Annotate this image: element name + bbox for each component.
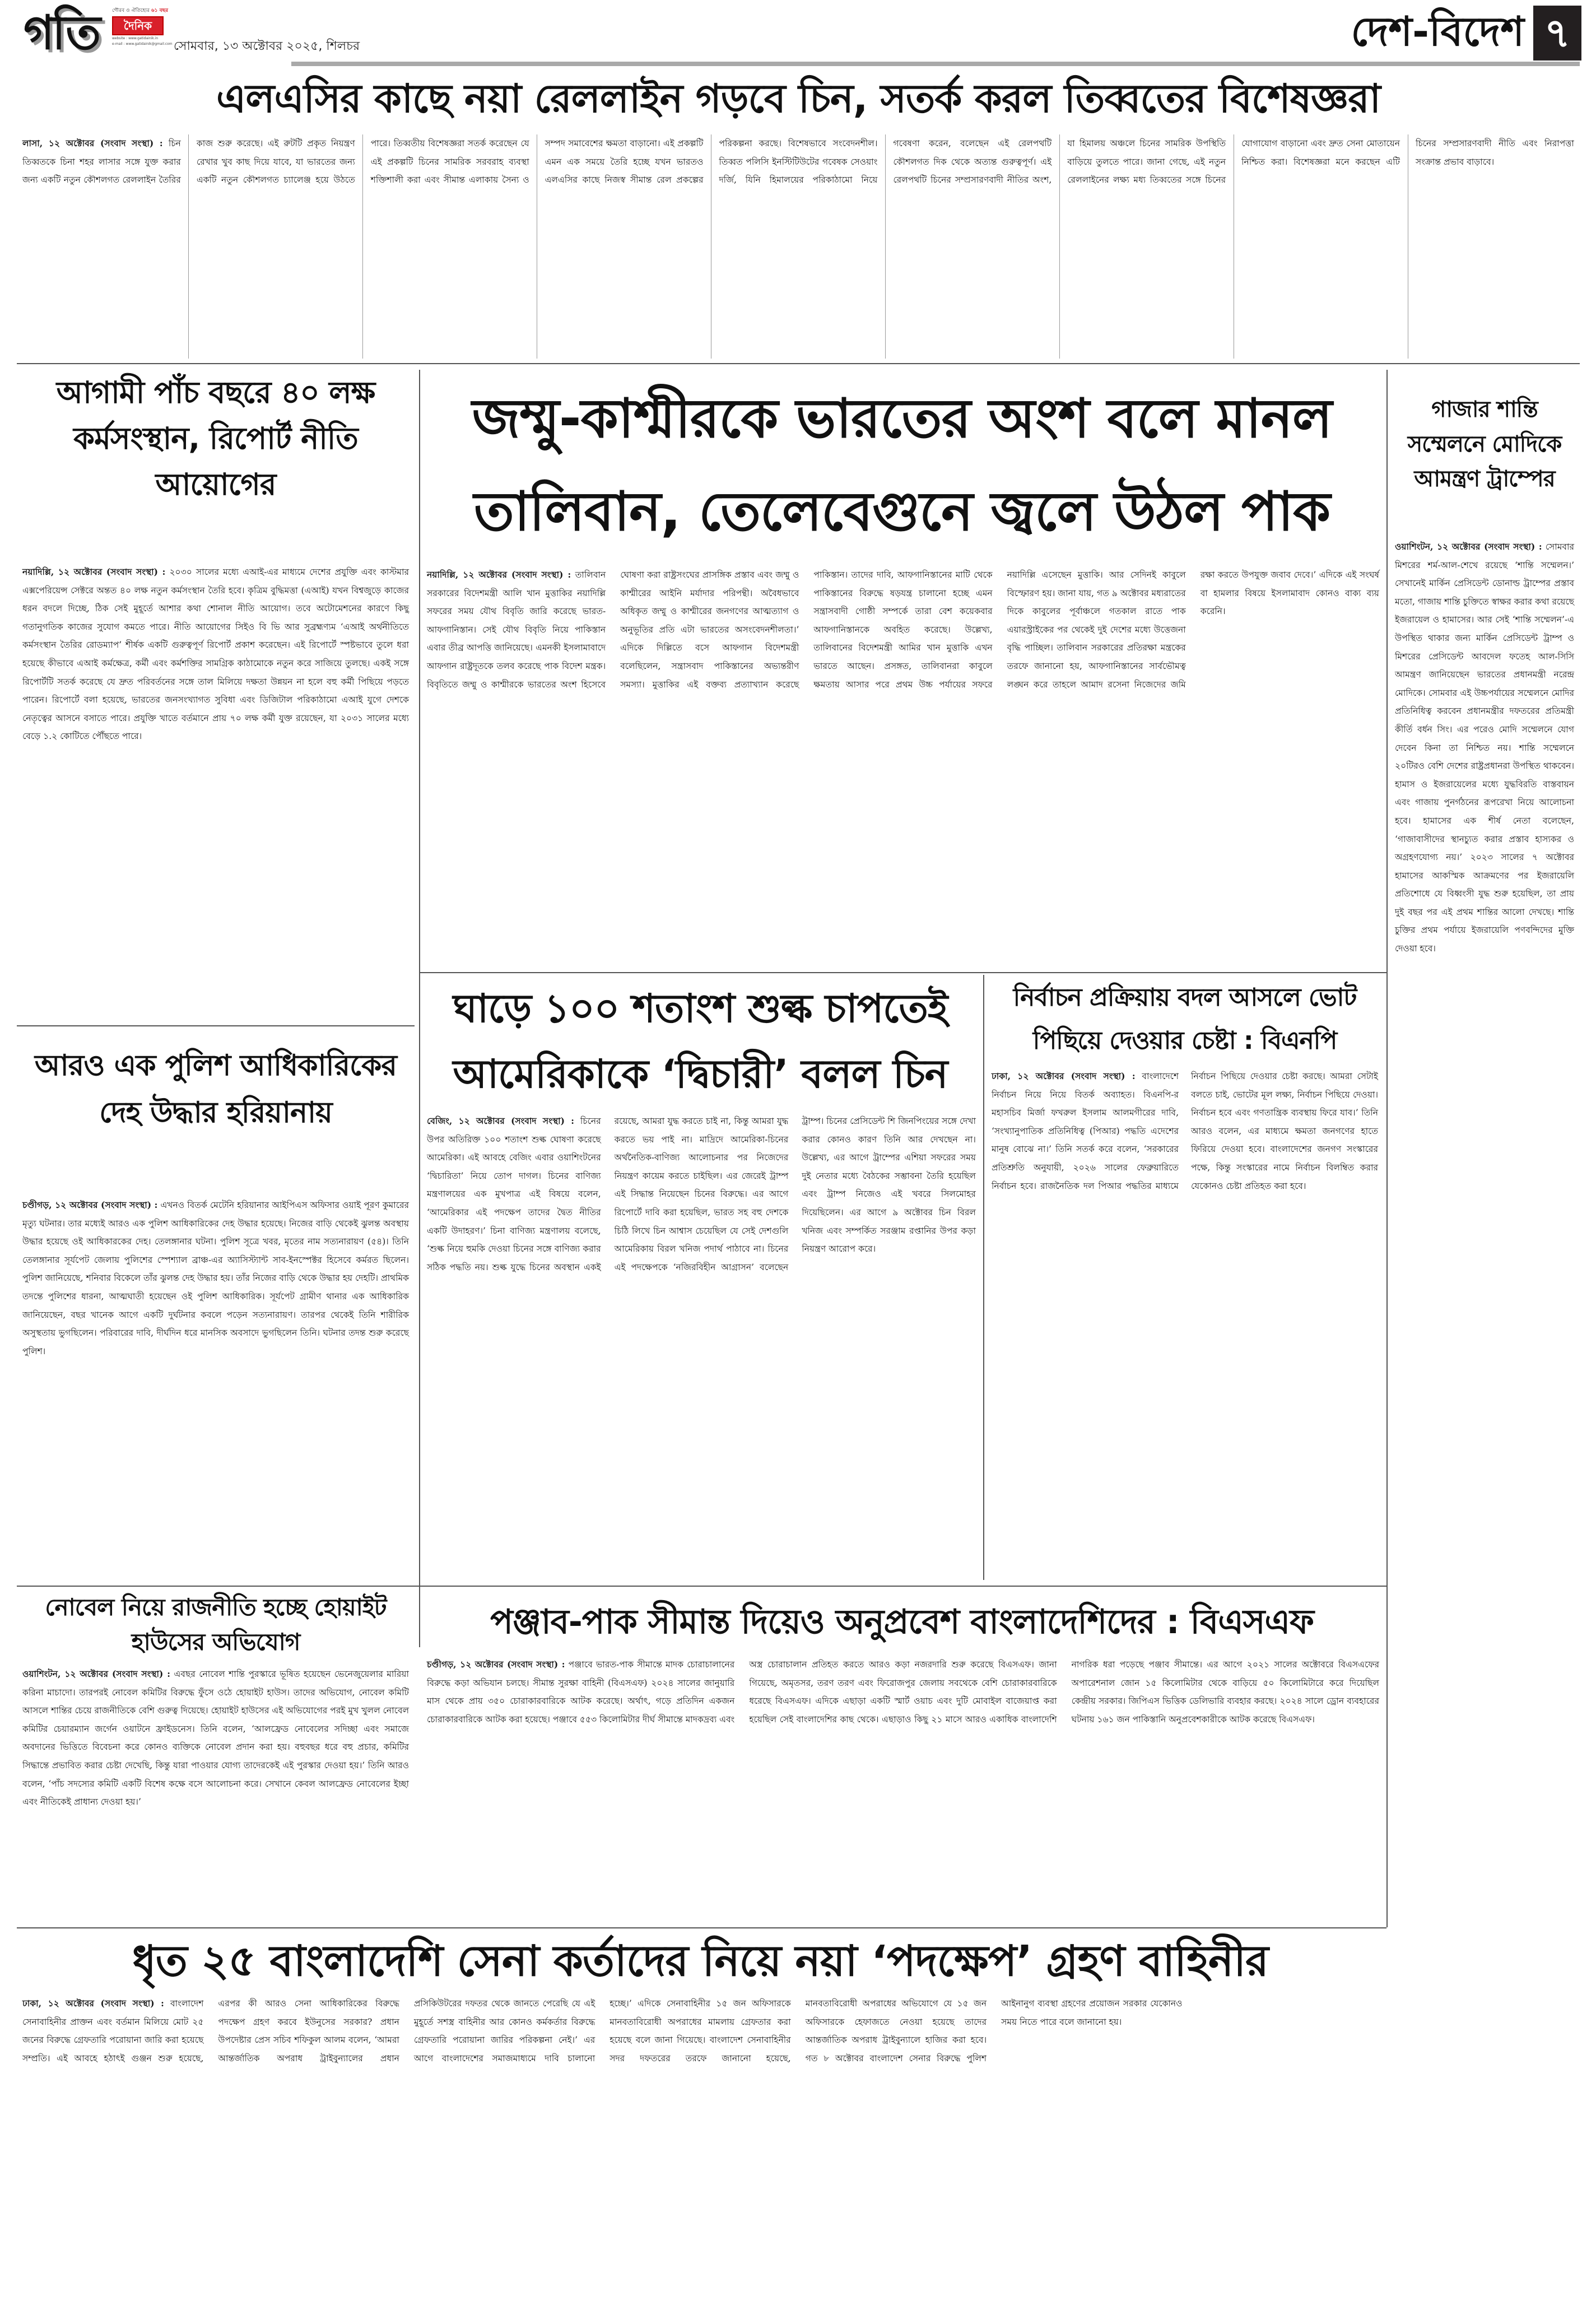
section-divider [17,1586,1386,1587]
badge-label: দৈনিক [112,16,164,35]
nobel-body [22,1665,409,1923]
taliban-headline-line2: তালিবান, তেলেবেগুনে জ্বলে উঠল পাক [473,480,1330,543]
lac-rail-headline: এলএসির কাছে নয়া রেললাইন গড়বে চিন, সতর্ক করল তিব্বতের বিশেষজ্ঞরা [216,76,1380,122]
niti-ayog-text: ২০৩০ সালের মধ্যে এআই-এর মাধ্যমে দেশের প্রযুক্তি এবং কাস্টমার এক্সপেরিয়েন্স সেক্টরে অন্তত ৪০ লক্ষ নতুন কর্মসংস্থান তৈরি হবে। কৃত্রিম বুদ্ধিমত্তা (এআই) যখন বিশ্বজুড়ে কাজের ধরন বদলে দিচ্ছে, ঠিক সেই মুহূর্তে আশার কথা শোনাল নীতি আয়োগ। তবে অটোমেশনের কারণে কিছু গতানুগতিক কাজের সুযোগ কমতে পারে। নীতি আয়োগের সিইও বি ভি আর সুব্রহ্মণ্যম ‘এআই অর্থনীতিতে কর্মসংস্থান তৈরির রোডম্যাপ’ শীর্ষক একটি গুরুত্বপূর্ণ রিপোর্ট প্রকাশ করেছেন। এই রিপোর্টে স্পষ্টভাবে তুলে ধরা হয়েছে কীভাবে এআই কর্মক্ষেত্র, কর্মী এবং কর্মশক্তির সামগ্রিক কাঠামোকে নতুন করে সাজিয়ে তুলছে। একই সঙ্গে রিপোর্টটি সতর্ক করেছে যে দ্রুত পরিবর্তনের সঙ্গে তাল মিলিয়ে দক্ষতা উন্নয়ন না হলে বহু কর্মী পিছিয়ে পড়তে পারেন। রিপোর্টে বলা হয়েছে, ভারতের জনসংখ্যাগত সুবিধা এবং ডিজিটাল পরিকাঠামো এআই যুগে দেশকে নেতৃত্বের আসনে বসাতে পারে। প্রযুক্তি খাতে বর্তমানে প্রায় ৭০ লক্ষ কর্মী যুক্ত রয়েছেন, যা ২০৩১ সালের মধ্যে বেড়ে ১.২ কোটিতে পৌঁছতে পারে। [22,567,409,742]
taliban-headline-line1: জম্মু-কাশ্মীরকে ভারতের অংশ বলে মানল [472,387,1332,450]
punjab-bsf-headline: পঞ্জাব-পাক সীমান্ত দিয়েও অনুপ্রবেশ বাংলাদেশিদের : বিএসএফ [490,1602,1314,1642]
section-divider [17,1025,415,1026]
niti-ayog-dateline: নয়াদিল্লি, ১২ অক্টোবর (সংবাদ সংস্থা) : [22,566,166,577]
gaza-body [1395,538,1574,1922]
lac-rail-body [22,134,1574,359]
bd-army-headline: ধৃত ২৫ বাংলাদেশি সেনা কর্তাদের নিয়ে নয়া ‘পদক্ষেপ’ গ্রহণ বাহিনীর [132,1936,1268,1986]
bd-army-text: বাংলাদেশ সেনাবাহিনীর প্রাক্তন এবং বর্তমান মিলিয়ে মোট ২৫ জনের বিরুদ্ধে গ্রেফতারি পরোয়ানা জারি করা হয়েছে সম্প্রতি। এই আবহে হঠাৎই গুঞ্জন শুরু হয়েছে, এরপর কী আরও সেনা আধিকারিকের বিরুদ্ধে পদক্ষেপ গ্রহণ করবে ইউনুসের সরকার? প্রধান উপদেষ্টার প্রেস সচিব শফিকুল আলম বলেন, ‘আমরা আন্তর্জাতিক অপরাধ ট্রাইবুন্যালের প্রধান প্রসিকিউটরের দফতর থেকে জানতে পেরেছি যে এই মুহূর্তে সশস্ত্র বাহিনীর আর কোনও কর্মকর্তার বিরুদ্ধে গ্রেফতারি পরোয়ানা জারির পরিকল্পনা নেই।’ এর আগে বাংলাদেশের সমাজমাধ্যমে দাবি চালানো হচ্ছে।’ এদিকে সেনাবাহিনীর ১৫ জন অফিসারকে মানবতাবিরোধী অপরাধের মামলায় গ্রেফতার করা হয়েছে বলে জানা গিয়েছে। বাংলাদেশ সেনাবাহিনীর সদর দফতরের তরফে জানানো হয়েছে, মানবতাবিরোধী অপরাধের অভিযোগে যে ১৫ জন অফিসারকে হেফাজতে নেওয়া হয়েছে তাদের আন্তর্জাতিক অপরাধ ট্রাইবুন্যালে হাজির করা হবে। গত ৮ অক্টোবর বাংলাদেশ সেনার বিরুদ্ধে পুলিশ আইনানুগ ব্যবস্থা গ্রহণের প্রয়োজন সরকার যেকোনও সময় নিতে পারে বলে জানানো হয়। [22,1998,1183,2063]
taliban-dateline: নয়াদিল্লি, ১২ অক্টোবর (সংবাদ সংস্থা) : [427,569,571,580]
badge-tagline-text: গৌরব ও ঐতিহ্যের [112,8,150,13]
bnp-headline-line1: নির্বাচন প্রক্রিয়ায় বদল আসলে ভোট [1013,983,1357,1012]
badge-tagline [112,8,169,14]
tariff-headline-line1: ঘাড়ে ১০০ শতাংশ শুল্ক চাপতেই [453,986,948,1031]
nobel-dateline: ওয়াশিংটন, ১২ অক্টোবর (সংবাদ সংস্থা) : [22,1668,171,1679]
logo-badge [112,8,173,47]
punjab-bsf-text: পঞ্জাবে ভারত-পাক সীমান্তে মাদক চোরাচালানের বিরুদ্ধে কড়া অভিযান চলছে। সীমান্ত সুরক্ষা বাহিনী (বিএসএফ) ২০২৪ সালের জানুয়ারি মাস থেকে প্রায় ৩৫০ চোরাকারবারিকে আটক করেছে। অর্থাৎ, গড়ে প্রতিদিন একজন চোরাকারবারিকে আটক করা হয়েছে। পঞ্জাবে ৫৫৩ কিলোমিটার দীর্ঘ সীমান্তে মাদকদ্রব্য এবং অস্ত্র চোরাচালান প্রতিহত করতে আরও কড়া নজরদারি শুরু করেছে বিএসএফ। জানা গিয়েছে, অমৃতসর, তরণ তরণ এবং ফিরোজপুর জেলায় সবথেকে বেশি চোরাকারবারিকে ধরেছে বিএসএফ। এদিকে এছাড়া একটি স্মার্ট ওয়াচ এবং দুটি মোবাইল বাজেয়াপ্ত করা হয়েছিল সেই বাংলাদেশির কাছ থেকে। এছাড়াও কিছু ২১ মাসে আরও একাধিক বাংলাদেশি নাগরিক ধরা পড়েছে পঞ্জাব সীমান্তে। এর আগে ২০২১ সালের অক্টোবরে বিএসএফের অপারেশনাল জোন ১৫ কিলোমিটার থেকে বাড়িয়ে ৫০ কিলোমিটারে করে দিয়েছিল কেন্দ্রীয় সরকার। জিপিএস ভিত্তিক ডেলিভারি ব্যবহার করছে। ২০২৪ সালে ড্রোন ব্যবহারের ঘটনায় ১৬১ জন পাকিস্তানি অনুপ্রবেশকারীকে আটক করেছে বিএসএফ। [427,1660,1379,1725]
niti-ayog-body [22,563,409,1017]
tariff-body [427,1112,976,1572]
taliban-text: তালিবান সরকারের বিদেশমন্ত্রী আলি খান মুত্তাকির নয়াদিল্লি সফরের সময় যৌথ বিবৃতি জারি করেছে ভারত-আফগানিস্তান। সেই যৌথ বিবৃতি নিয়ে পাকিস্তান এবার তীব্র আপত্তি জানিয়েছে। এমনকী ইসলামাবাদে আফগান রাষ্ট্রদূতকে তলব করেছে পাক বিদেশ মন্ত্রক। বিবৃতিতে জম্মু ও কাশ্মীরকে ভারতের অংশ হিসেবে ঘোষণা করা রাষ্ট্রসংঘের প্রাসঙ্গিক প্রস্তাব এবং জম্মু ও কাশ্মীরের আইনি মর্যাদার পরিপন্থী। অবৈধভাবে অধিকৃত জম্মু ও কাশ্মীরের জনগণের আত্মত্যাগ ও অনুভূতির প্রতি এটা ভারতের অসংবেদনশীলতা।’ এদিকে দিল্লিতে বসে আফগান বিদেশমন্ত্রী বলেছিলেন, সন্ত্রাসবাদ পাকিস্তানের অভ্যন্তরীণ সমস্যা। মুত্তাকির এই বক্তব্য প্রত্যাখ্যান করেছে পাকিস্তান। তাদের দাবি, আফগানিস্তানের মাটি থেকে পাকিস্তানের বিরুদ্ধে ষড়যন্ত্র চালানো হচ্ছে এমন সন্ত্রাসবাদী গোষ্ঠী সম্পর্কে তারা বেশ কয়েকবার আফগানিস্তানকে অবহিত করেছে। উল্লেখ্য, তালিবানের বিদেশমন্ত্রী আমির খান মুত্তাকি এখন ভারতে আছেন। প্রসঙ্গত, তালিবানরা কাবুলে ক্ষমতায় আসার পরে প্রথম উচ্চ পর্যায়ের সফরে নয়াদিল্লি এসেছেন মুত্তাকি। আর সেদিনই কাবুলে বিস্ফোরণ হয়। জানা যায়, গত ৯ অক্টোবর মধ্যরাতের দিকে কাবুলের পূর্বাঞ্চলে গতকাল রাতে পাক এয়ারস্ট্রাইকের পর থেকেই দুই দেশের মধ্যে উত্তেজনা বৃদ্ধি পাচ্ছিল। তালিবান সরকারের প্রতিরক্ষা মন্ত্রকের তরফে জানানো হয়, আফগানিস্তানের সার্বভৌমত্ব লঙ্ঘন করে তাহলে আমাদ রসেনা নিজেদের জমি রক্ষা করতে উপযুক্ত জবাব দেবে।’ এদিকে এই সংঘর্ষ বা হামলার বিষয়ে ইসলামাবাদ কোনও বাক্য ব্যয় করেনি। [427,570,1379,690]
lac-rail-text: চিন তিব্বতকে চিনা শহর লাসার সঙ্গে যুক্ত করার জন্য একটি নতুন কৌশলগত রেললাইন তৈরির কাজ শুরু করেছে। এই রুটটি প্রকৃত নিয়ন্ত্রণ রেখার খুব কাছ দিয়ে যাবে, যা ভারতের জন্য একটি নতুন কৌশলগত চ্যালেঞ্জ হয়ে উঠতে পারে। তিব্বতীয় বিশেষজ্ঞরা সতর্ক করেছেন যে এই প্রকল্পটি চিনের সামরিক সরবরাহ ব্যবস্থা শক্তিশালী করা এবং সীমান্ত এলাকায় সৈন্য ও সম্পদ সমাবেশের ক্ষমতা বাড়ানো। এই প্রকল্পটি এমন এক সময়ে তৈরি হচ্ছে যখন ভারতও এলএসির কাছে নিজস্ব সীমান্ত রেল প্রকল্পের পরিকল্পনা করছে। বিশেষভাবে সংবেদনশীল। তিব্বত পলিসি ইনস্টিটিউটের গবেষক সেওয়াং দর্জি, যিনি হিমালয়ের পরিকাঠামো নিয়ে গবেষণা করেন, বলেছেন এই রেলপথটি কৌশলগত দিক থেকে অত্যন্ত গুরুত্বপূর্ণ। এই রেলপথটি চিনের সম্প্রসারণবাদী নীতির অংশ, যা হিমালয় অঞ্চলে চিনের সামরিক উপস্থিতি বাড়িয়ে তুলতে পারে। জানা গেছে, এই নতুন রেললাইনের লক্ষ্য মধ্য তিব্বতের সঙ্গে চিনের যোগাযোগ বাড়ানো এবং দ্রুত সেনা মোতায়েন নিশ্চিত করা। বিশেষজ্ঞরা মনে করছেন এটি চিনের সম্প্রসারণবাদী নীতি এবং নিরাপত্তা সংক্রান্ত প্রভাব বাড়াবে। [22,138,1574,185]
niti-ayog-headline: আগামী পাঁচ বছরে ৪০ লক্ষ কর্মসংস্থান, রিপোর্ট নীতি আয়োগের [56,375,375,502]
badge-website: website : www.gatidainik.in [112,36,159,40]
police-text: এখনও বিতর্ক মেটেনি হরিয়ানার আইপিএস অফিসার ওয়াই পূরণ কুমারের মৃত্যু ঘটনার। তার মধ্যেই আরও এক পুলিশ আধিকারিকের দেহ উদ্ধার হয়েছে। নিজের বাড়ি থেকেই ঝুলন্ত অবস্থায় উদ্ধার হয়েছে ওই আধিকারকের দেহ। তেলঙ্গানার ঘটনা। পুলিশ সূত্রে খবর, মৃতের নাম সত্যনারায়ণ (৫৪)। তিনি তেলঙ্গানার সূর্যপেট জেলায় পুলিশের স্পেশ্যাল ব্রাঞ্চ-এর অ্যাসিস্ট্যান্ট সাব-ইনস্পেক্টর হিসেবে কর্মরত ছিলেন। পুলিশ জানিয়েছে, শনিবার বিকেলে তাঁর ঝুলন্ত দেহ উদ্ধার হয়। তাঁর নিজের বাড়ি থেকে উদ্ধার হয় দেহটি। প্রাথমিক তদন্তে পুলিশের ধারনা, আত্মঘাতী হয়েছেন ওই পুলিশ আধিকারিক। সূর্যপেট গ্রামীণ থানার এক আধিকারিক জানিয়েছেন, বছর খানেক আগে একটি দুর্ঘটনার কবলে পড়েন সত্যনারায়ণ। তারপর থেকেই তিনি শারীরিক অসুস্থতায় ভুগছিলেন। পরিবারের দাবি, দীর্ঘদিন ধরে মানসিক অবসাদে ভুগছিলেন তিনি। ঘটনার তদন্ত শুরু করেছে পুলিশ। [22,1200,410,1356]
taliban-body [427,566,1379,969]
tariff-headline-line2: আমেরিকাকে ‘দ্বিচারী’ বলল চিন [453,1051,948,1097]
issue-dateline: সোমবার, ১৩ অক্টোবর ২০২৫, শিলচর [174,39,360,53]
gaza-text: সোমবার মিশরের শর্ম-আল-শেখে রয়েছে ‘শান্তি সম্মেলন।’ সেখানেই মার্কিন প্রেসিডেন্ট ডোনাল্ড ট্রাম্পের প্রস্তাব মতো, গাজায় শান্তি চুক্তিতে স্বাক্ষর করার কথা রয়েছে ইজরায়েল ও হামাসের। আর সেই ‘শান্তি সম্মেলন’-এ উপস্থিত থাকার জন্য মার্কিন প্রেসিডেন্ট ট্রাম্প ও মিশরের প্রেসিডেন্ট আবদেল ফতেহ আল-সিসি আমন্ত্রণ জানিয়েছেন ভারতের প্রধানমন্ত্রী নরেন্দ্র মোদিকে। সোমবার এই উচ্চপর্যায়ের সম্মেলনে মোদির প্রতিনিধিত্ব করবেন প্রধানমন্ত্রীর দফতরের প্রতিমন্ত্রী কীর্তি বর্ধন সিং। এর পরেও মোদি সম্মেলনে যোগ দেবেন কিনা তা নিশ্চিত নয়। শান্তি সম্মেলনে ২০টিরও বেশি দেশের রাষ্ট্রপ্রধানরা উপস্থিত থাকবেন। হামাস ও ইজরায়েলের মধ্যে যুদ্ধবিরতি বাস্তবায়ন এবং গাজায় পুনর্গঠনের রূপরেখা নিয়ে আলোচনা হবে। হামাসের এক শীর্ষ নেতা বলেছেন, ‘গাজাবাসীদের স্থানচ্যুত করার প্রস্তাব হাস্যকর ও অগ্রহণযোগ্য নয়।’ ২০২৩ সালের ৭ অক্টোবর হামাসের আকস্মিক আক্রমণের পর ইজরায়েলি প্রতিশোধে যে বিধ্বংসী যুদ্ধ শুরু হয়েছিল, তা প্রায় দুই বছর পর এই প্রথম শান্তির আলো দেখছে। শান্তি চুক্তির প্রথম পর্যায়ে ইজরায়েলি পণবন্দিদের মুক্তি দেওয়া হবে। [1395,542,1574,954]
section-divider [419,972,1386,973]
bnp-dateline: ঢাকা, ১২ অক্টোবর (সংবাদ সংস্থা) : [992,1071,1136,1081]
column-divider [419,370,420,1647]
punjab-bsf-dateline: চণ্ডীগড়, ১২ অক্টোবর (সংবাদ সংস্থা) : [427,1659,565,1670]
tariff-dateline: বেজিং, ১২ অক্টোবর (সংবাদ সংস্থা) : [427,1115,574,1126]
bnp-headline-line2: পিছিয়ে দেওয়ার চেষ্টা : বিএনপি [1032,1026,1337,1055]
masthead-rule [291,62,1580,66]
gaza-dateline: ওয়াশিংটন, ১২ অক্টোবর (সংবাদ সংস্থা) : [1395,541,1542,552]
bnp-text: বাংলাদেশে নির্বাচন নিয়ে নিয়ে বিতর্ক অব্যাহত। বিএনপি-র মহাসচিব মির্জা ফখরুল ইসলাম আলমগীরের দাবি, ‘সংখ্যানুপাতিক প্রতিনিধিত্ব (পিআর) পদ্ধতি এদেশের মানুষ বোঝে না।’ তিনি সতর্ক করে বলেন, ‘সরকারের প্রতিশ্রুতি অনুযায়ী, ২০২৬ সালের ফেব্রুয়ারিতে নির্বাচন হবে। রাজনৈতিক দল পিআর পদ্ধতির মাধ্যমে নির্বাচন পিছিয়ে দেওয়ার চেষ্টা করছে। আমরা সেটাই বলতে চাই, ভোটের মূল লক্ষ্য, নির্বাচন পিছিয়ে দেওয়া। নির্বাচন হবে এবং গণতান্ত্রিক ব্যবস্থায় ফিরে যাব।’ তিনি আরও বলেন, এর মাধ্যমে ক্ষমতা জনগণের হাতে ফিরিয়ে দেওয়া হবে। বাংলাদেশের জনগণ সংস্কারের পক্ষে, কিন্তু সংস্কারের নামে নির্বাচন বিলম্বিত করার যেকোনও চেষ্টা প্রতিহত করা হবে। [992,1071,1378,1191]
police-headline: আরও এক পুলিশ আধিকারিকের দেহ উদ্ধার হরিয়ানায় [35,1049,397,1130]
bnp-body [992,1067,1378,1572]
page-number: ৭ [1533,6,1581,61]
tariff-text: চিনের উপর অতিরিক্ত ১০০ শতাংশ শুল্ক ঘোষণা করেছে আমেরিকা। এই আবহে বেজিং এবার ওয়াশিংটনের ‘দ্বিচারিতা’ নিয়ে তোপ দাগল। চিনের বাণিজ্য মন্ত্রণালয়ের এক মুখপাত্র এই বিষয়ে বলেন, ‘আমেরিকার এই পদক্ষেপ তাদের দ্বৈত নীতির একটি উদাহরণ।’ চিনা বাণিজ্য মন্ত্রণালয় বলেছে, ‘শুল্ক নিয়ে হুমকি দেওয়া চিনের সঙ্গে বাণিজ্য করার সঠিক পদ্ধতি নয়। শুল্ক যুদ্ধে চিনের অবস্থান একই রয়েছে, আমরা যুদ্ধ করতে চাই না, কিন্তু আমরা যুদ্ধ করতে ভয় পাই না। মাদ্রিদে আমেরিকা-চিনের অর্থনৈতিক-বাণিজ্য আলোচনার পর নিজেদের নিয়ন্ত্রণ কায়েম করতে চাইছিল। এর জেরেই ট্রাম্প এই সিদ্ধান্ত নিয়েছেন চিনের বিরুদ্ধে। এর আগে রিপোর্টে দাবি করা হয়েছিল, ভারত সহ বহু দেশকে চিঠি লিখে চিন আশ্বাস চেয়েছিল যে সেই দেশগুলি আমেরিকায় বিরল খনিজ পদার্থ পাঠাবে না। চিনের এই পদক্ষেপকে ‘নজিরবিহীন আগ্রাসন’ বলেছেন ট্রাম্প। চিনের প্রেসিডেন্ট শি জিনপিংয়ের সঙ্গে দেখা করার কোনও কারণ তিনি আর দেখছেন না। উল্লেখ্য, এর আগে ট্রাম্পের এশিয়া সফরের সময় দুই নেতার মধ্যে বৈঠকের সম্ভাবনা তৈরি হয়েছিল এবং ট্রাম্প নিজেও এই খবরে সিলমোহর দিয়েছিলেন। এর আগে ৯ অক্টোবর চিন বিরল খনিজ এবং সম্পর্কিত সরঞ্জাম রপ্তানির উপর কড়া নিয়ন্ত্রণ আরোপ করে। [427,1116,976,1272]
police-dateline: চণ্ডীগড়, ১২ অক্টোবর (সংবাদ সংস্থা) : [22,1200,158,1210]
bd-army-body [22,1995,1378,2308]
section-divider [17,1927,1386,1928]
newspaper-logo: গতি [24,5,99,60]
column-divider [983,975,984,1580]
nobel-headline: নোবেল নিয়ে রাজনীতি হচ্ছে হোয়াইট হাউসের অভিযোগ [45,1593,387,1656]
police-body [22,1196,409,1572]
badge-years: ৬১ বছর [151,8,169,13]
nobel-text: এবছর নোবেল শান্তি পুরস্কারে ভূষিত হয়েছেন ভেনেজুয়েলার মারিয়া করিনা মাচাদো। তারপরই নোবেল কমিটির বিরুদ্ধে ফুঁসে ওঠে হোয়াইট হাউস। তাদের অভিযোগ, নোবেল কমিটি আসলে শান্তির চেয়ে রাজনীতিকে বেশি গুরুত্ব দিয়েছে। হোয়াইট হাউসের এই অভিযোগের পরই মুখ খুলল নোবেল কমিটির চেয়ারম্যান জর্গেন ওয়াটনে ফ্রাইডনেস। তিনি বলেন, ‘আলফ্রেড নোবেলের সদিচ্ছা এবং সমাজে অবদানের ভিত্তিতে বিবেচনা করে কোনও ব্যক্তিকে নোবেল প্রদান করা হয়। বহুবছর ধরে বহু প্রচার, কমিটির সিদ্ধান্তে প্রভাবিত করার চেষ্টা দেখেছি, কিন্তু যারা পাওয়ার যোগ্য তাদেরকেই এই পুরস্কার দেওয়া হয়।’ তিনি আরও বলেন, ‘পাঁচ সদস্যের কমিটি একটি বিশেষ কক্ষে বসে আলোচনা করে। সেখানে কেবল আলফ্রেড নোবেলের ইচ্ছা এবং নীতিকেই প্রাধান্য দেওয়া হয়।’ [22,1669,409,1807]
bd-army-dateline: ঢাকা, ১২ অক্টোবর (সংবাদ সংস্থা) : [22,1998,164,2009]
punjab-bsf-body [427,1656,1379,1919]
lac-rail-dateline: লাসা, ১২ অক্টোবর (সংবাদ সংস্থা) : [22,138,163,148]
section-divider [17,363,1580,364]
section-title: দেশ-বিদেশ [1351,8,1524,55]
masthead [0,0,1596,66]
column-divider [1386,370,1388,1927]
badge-email: e-mail : www.gatidainik@gmail.com [112,42,173,46]
gaza-headline: গাজার শান্তি সম্মেলনে মোদিকে আমন্ত্রণ ট্রাম্পের [1407,397,1562,492]
